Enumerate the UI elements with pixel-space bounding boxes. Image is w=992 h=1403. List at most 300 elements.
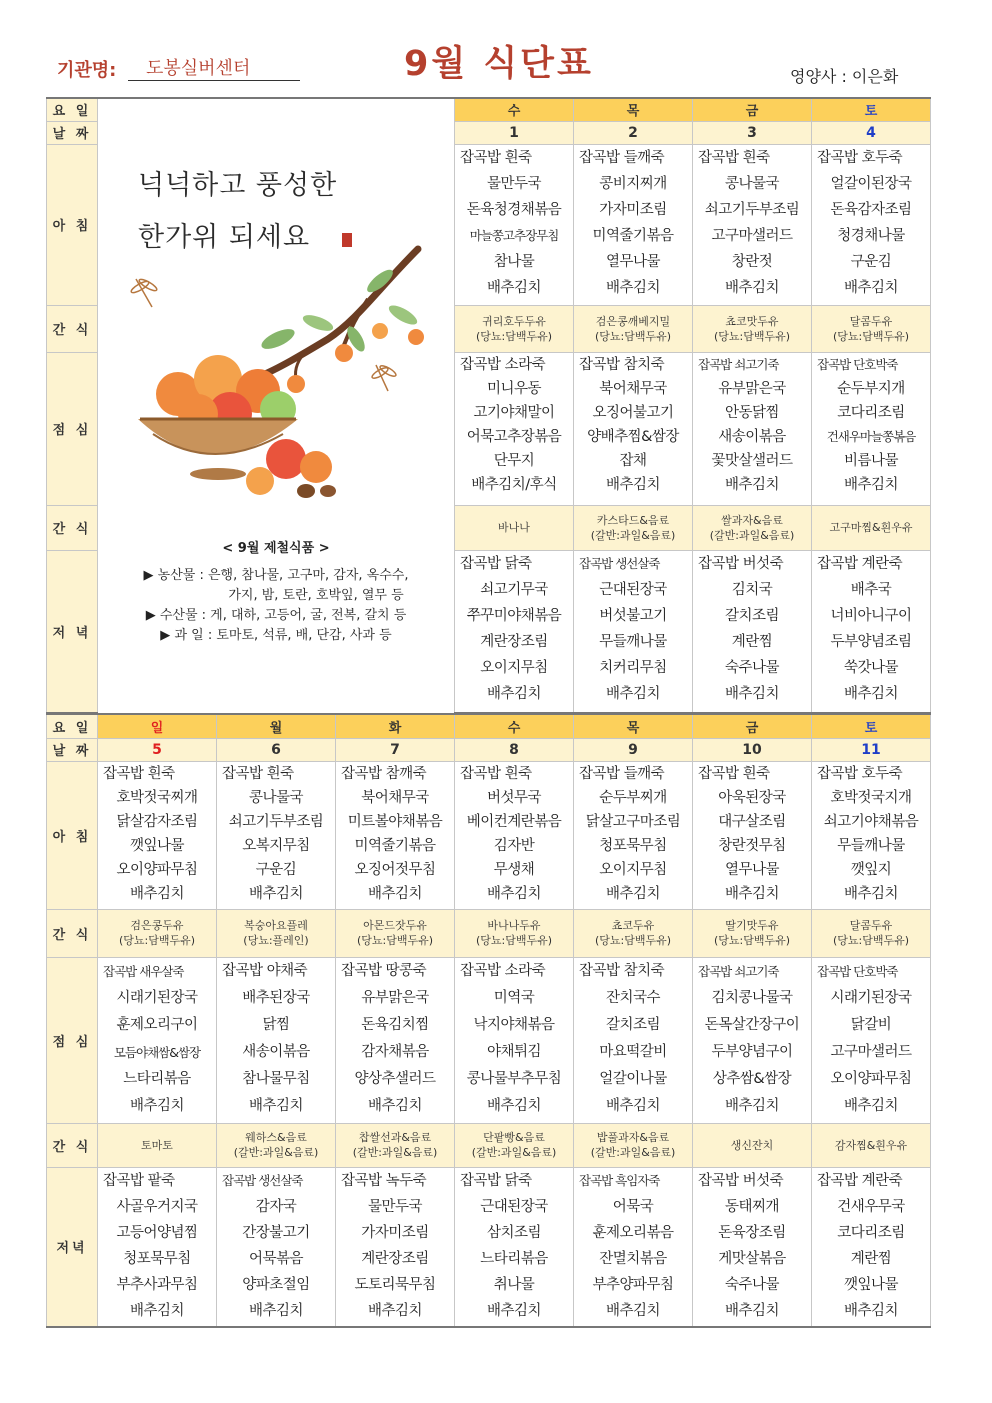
menu-item: 물만두국 [486,175,542,192]
snack-cell [693,1123,812,1167]
date-cell: 6 [217,738,336,761]
meal-cell [812,1167,931,1327]
weekday-cell: 금 [693,714,812,738]
menu-item: 배추김치 [605,279,661,296]
menu-item: 비름나물 [843,452,899,469]
day-header-row [47,98,931,121]
menu-item: 어묵국 [612,1198,654,1215]
menu-item: 쇠고기야채볶음 [823,813,919,830]
menu-item: 미역줄기볶음 [592,227,674,244]
menu-item: 배추김치 [724,685,780,702]
porridge-item: 잡곡밥 야채죽 [222,962,308,979]
meal-cell [217,957,336,1123]
menu-item: 쭈꾸미야채볶음 [466,607,562,624]
porridge-item: 잡곡밥 호두죽 [817,765,903,782]
snack-item: (당뇨:담백두유) [475,934,553,947]
menu-item: 계란장조림 [480,633,548,650]
meal-cell [574,957,693,1123]
snack-item: (당뇨:담백두유) [118,934,196,947]
menu-item: 느타리볶음 [123,1070,191,1087]
row-label-dinner: 저 녁 [47,550,98,713]
menu-item: 숙주나물 [724,1276,780,1293]
meal-cell [217,761,336,909]
snack-item: (갈반:과일&음료) [709,528,795,542]
menu-item: 두부양념구이 [711,1043,793,1060]
menu-item: 물만두국 [367,1198,423,1215]
meal-cell [812,957,931,1123]
porridge-item: 잡곡밥 녹두죽 [341,1172,427,1189]
menu-item: 게맛살볶음 [718,1250,786,1267]
snack-item: 아몬드잣두유 [363,919,427,932]
meal-cell [693,957,812,1123]
menu-item: 쇠고기무국 [480,581,548,598]
snack-item: 달콤두유 [849,314,893,328]
snack-item: (갈반:과일&음료) [352,1146,438,1159]
date-cell: 11 [812,738,931,761]
menu-item: 구운김 [255,861,297,878]
menu-item: 배추김치 [248,1302,304,1319]
menu-item: 취나물 [493,1276,535,1293]
menu-item: 삼치조림 [486,1224,542,1241]
menu-item: 김치국 [731,581,773,598]
menu-item: 배추김치 [843,279,899,296]
menu-item: 배추국 [850,581,892,598]
meal-cell [812,761,931,909]
porridge-item: 잡곡밥 쇠고기죽 [698,963,779,979]
snack-cell [574,305,693,352]
menu-item: 오징어불고기 [592,404,674,421]
meal-cell [455,352,574,505]
weekday-cell: 일 [98,714,217,738]
menu-item: 구운김 [850,253,892,270]
menu-item: 낙지야채볶음 [473,1016,555,1033]
menu-item: 배추김치 [724,1302,780,1319]
snack-cell [217,1123,336,1167]
porridge-item: 잡곡밥 버섯죽 [698,1172,784,1189]
menu-item: 베이컨계란볶음 [466,813,562,830]
menu-item: 새송이볶음 [242,1043,310,1060]
porridge-item: 잡곡밥 참치죽 [579,962,665,979]
menu-item: 유부맑은국 [718,380,786,397]
menu-item: 두부양념조림 [830,633,912,650]
menu-item: 쇠고기두부조림 [704,201,800,218]
menu-item: 느타리볶음 [480,1250,548,1267]
morning-snack-row [47,909,931,957]
porridge-item: 잡곡밥 생선살죽 [579,555,660,571]
greeting-line-1: 넉넉하고 풍성한 [138,170,338,201]
seasonal-text: 은행, 참나물, 고구마, 감자, 옥수수, [208,568,409,583]
menu-item: 동태찌개 [724,1198,780,1215]
org-label: 기관명: [57,60,117,81]
menu-item: 잔치국수 [605,989,661,1006]
menu-item: 가자미조림 [599,201,667,218]
snack-cell [455,505,574,550]
menu-item: 호박젓국지개 [830,789,912,806]
menu-item: 배추김치 [248,1097,304,1114]
snack-cell [98,909,217,957]
snack-cell [98,1123,217,1167]
menu-item: 무생채 [493,861,535,878]
menu-item: 건새우무국 [837,1198,905,1215]
org-name: 도봉실버센터 [128,54,300,81]
menu-item: 참나물무침 [242,1070,310,1087]
menu-item: 감자국 [255,1198,297,1215]
menu-item: 쇠고기두부조림 [228,813,324,830]
porridge-item: 잡곡밥 소라죽 [460,356,546,373]
afternoon-snack-row [47,1123,931,1167]
snack-item: (당뇨:담백두유) [594,329,672,343]
menu-item: 배추김치 [843,1302,899,1319]
menu-item: 부추사과무침 [116,1276,198,1293]
menu-item: 근대된장국 [480,1198,548,1215]
menu-item: 배추김치 [605,885,661,902]
meal-cell [574,1167,693,1327]
seasonal-label: 수산물 : [159,608,207,623]
porridge-item: 잡곡밥 계란죽 [817,555,903,572]
porridge-item: 잡곡밥 단호박죽 [817,356,898,372]
menu-item: 배추김치 [605,1302,661,1319]
weekday-cell: 월 [217,714,336,738]
menu-item: 배추김치 [486,885,542,902]
snack-item: 카스타드&음료 [596,513,670,527]
menu-item: 북어채무국 [599,380,667,397]
porridge-item: 잡곡밥 쇠고기죽 [698,356,779,372]
menu-item: 어묵고추장볶음 [466,428,562,445]
snack-item: (당뇨:담백두유) [832,329,910,343]
row-label-date: 날 짜 [47,738,98,761]
menu-item: 어묵볶음 [248,1250,304,1267]
menu-item: 계란찜 [850,1250,892,1267]
snack-cell [812,305,931,352]
snack-item: (갈반:과일&음료) [233,1146,319,1159]
porridge-item: 잡곡밥 소라죽 [460,962,546,979]
menu-item: 오복지무침 [242,837,310,854]
meal-cell [812,144,931,305]
bullet-icon: ▶ [160,628,171,643]
weekday-cell: 목 [574,714,693,738]
seasonal-label: 농산물 : [157,568,204,583]
menu-item: 고구마샐러드 [830,1043,912,1060]
menu-item: 유부맑은국 [361,989,429,1006]
menu-item: 쑥갓나물 [843,659,899,676]
lunch-row [47,957,931,1123]
snack-item: 밥풀과자&음료 [596,1131,670,1144]
snack-item: 바나나두유 [487,919,541,932]
menu-item: 돈육청경채볶음 [466,201,562,218]
snack-cell [693,505,812,550]
menu-item: 얼갈이나물 [599,1070,667,1087]
menu-item: 돈육장조림 [718,1224,786,1241]
menu-item: 배추김치 [486,1097,542,1114]
menu-item: 도토리묵무침 [354,1276,436,1293]
meal-cell [574,550,693,713]
seasonal-text: 토마토, 석류, 배, 단감, 사과 등 [216,628,392,643]
menu-item: 배추김치 [843,885,899,902]
snack-cell [455,1123,574,1167]
menu-item: 배추김치 [724,279,780,296]
row-label-dinner: 저녁 [47,1167,98,1327]
menu-item: 근대된장국 [599,581,667,598]
menu-item: 깻잎나물 [843,1276,899,1293]
snack-item: (갈반:과일&음료) [590,1146,676,1159]
snack-item: 쵸코맛두유 [725,314,779,328]
day-header-row [47,714,931,738]
porridge-item: 잡곡밥 흰죽 [460,765,532,782]
menu-item: 배추김치 [843,685,899,702]
snack-item: 쵸코두유 [611,919,655,932]
snack-cell [336,909,455,957]
greeting-line-2: 한가위 되세요 [138,222,311,253]
snack-cell [574,505,693,550]
week1-menu-table [46,97,931,714]
snack-cell [455,305,574,352]
menu-item: 배추김치 [248,885,304,902]
menu-item: 건새우마늘쫑볶음 [826,428,916,444]
meal-cell [455,144,574,305]
date-cell: 7 [336,738,455,761]
seasonal-produce-cont: 가지, 밤, 토란, 호박잎, 열무 등 [228,588,404,603]
dinner-row [47,1167,931,1327]
menu-item: 아욱된장국 [718,789,786,806]
meal-cell [455,1167,574,1327]
menu-item: 새송이볶음 [718,428,786,445]
menu-item: 계란장조림 [361,1250,429,1267]
menu-item: 간장불고기 [242,1224,310,1241]
menu-item: 잡채 [619,452,647,469]
porridge-item: 잡곡밥 닭죽 [460,555,532,572]
menu-item: 콩나물부추무침 [466,1070,562,1087]
row-label-lunch: 점 심 [47,352,98,505]
snack-cell [812,909,931,957]
date-row [47,738,931,761]
meal-cell [455,957,574,1123]
dietitian-name: 영양사 : 이은화 [790,67,899,86]
porridge-item: 잡곡밥 흰죽 [103,765,175,782]
menu-item: 배추김치 [605,685,661,702]
menu-item: 무들깨나물 [599,633,667,650]
weekday-cell: 화 [336,714,455,738]
page-title: 9월 식단표 [404,44,594,84]
breakfast-row [47,761,931,909]
bullet-icon: ▶ [145,608,156,623]
menu-item: 양배추찜&쌈장 [587,428,679,445]
snack-item: (당뇨:담백두유) [356,934,434,947]
meal-cell [693,761,812,909]
menu-item: 콩비지찌개 [599,175,667,192]
menu-item: 창란젓무침 [718,837,786,854]
menu-item: 배추김치 [486,279,542,296]
menu-item: 오징어젓무침 [354,861,436,878]
menu-item: 배추김치 [486,685,542,702]
date-cell: 10 [693,738,812,761]
seasonal-text: 게, 대하, 고등어, 굴, 전복, 갈치 등 [210,608,407,623]
menu-item: 모듬야채쌈&쌈장 [113,1044,201,1060]
week2-menu-table [46,713,931,1328]
snack-item: 딸기맛두유 [725,919,779,932]
meal-cell [455,550,574,713]
menu-item: 배추김치 [367,1302,423,1319]
porridge-item: 잡곡밥 닭죽 [460,1172,532,1189]
weekday-cell: 토 [812,714,931,738]
menu-item: 단무지 [493,452,535,469]
seasonal-produce [106,566,446,586]
menu-item: 버섯불고기 [599,607,667,624]
snack-item: 바나나 [498,521,530,534]
porridge-item: 잡곡밥 땅콩죽 [341,962,427,979]
seasonal-foods [106,537,446,646]
meal-cell [455,761,574,909]
snack-cell [336,1123,455,1167]
menu-item: 돈목살간장구이 [704,1016,800,1033]
menu-item: 숙주나물 [724,659,780,676]
menu-item: 시래기된장국 [116,989,198,1006]
porridge-item: 잡곡밥 들깨죽 [579,149,665,166]
menu-item: 김치콩나물국 [711,989,793,1006]
snack-item: 고구마찜&흰우유 [829,521,913,534]
seasonal-title: < 9월 제철식품 > [222,541,330,556]
row-label-breakfast: 아 침 [47,761,98,909]
menu-item: 감자채볶음 [361,1043,429,1060]
snack-cell [574,909,693,957]
menu-item: 청포묵무침 [123,1250,191,1267]
seasonal-fruit [106,626,446,646]
meal-cell [98,957,217,1123]
menu-item: 돈육감자조림 [830,201,912,218]
snack-item: (갈반:과일&음료) [471,1146,557,1159]
menu-item: 깻잎지 [850,861,892,878]
menu-item: 배추김치 [724,885,780,902]
weekday-cell: 수 [455,714,574,738]
row-label-snack: 간 식 [47,909,98,957]
menu-item: 돈육김치찜 [361,1016,429,1033]
porridge-item: 잡곡밥 흰죽 [222,765,294,782]
menu-item: 꽃맛살샐러드 [711,452,793,469]
menu-item: 창란젓 [731,253,773,270]
porridge-item: 잡곡밥 참치죽 [579,356,665,373]
menu-item: 배추김치 [486,1302,542,1319]
menu-item: 순두부찌개 [599,789,667,806]
seasonal-seafood [106,606,446,626]
row-label-snack: 간 식 [47,505,98,550]
porridge-item: 잡곡밥 계란죽 [817,1172,903,1189]
menu-item: 배추김치 [843,476,899,493]
snack-item: 검은콩깨베지밀 [595,314,671,328]
menu-item: 마늘쫑고추장무침 [469,227,559,243]
meal-cell [693,550,812,713]
snack-item: (당뇨:담백두유) [594,934,672,947]
menu-item: 오이지무침 [599,861,667,878]
snack-item: 검은콩두유 [130,919,184,932]
menu-item: 오이양파무침 [830,1070,912,1087]
menu-item: 청경채나물 [837,227,905,244]
snack-item: 생신잔치 [730,1138,774,1152]
meal-cell [693,144,812,305]
snack-item: 쌀과자&음료 [721,513,783,527]
snack-item: 감자찜&흰우유 [834,1138,908,1152]
snack-item: (당뇨:담백두유) [713,329,791,343]
menu-item: 닭살고구마조림 [585,813,681,830]
porridge-item: 잡곡밥 참깨죽 [341,765,427,782]
menu-item: 얼갈이된장국 [830,175,912,192]
menu-item: 갈치조림 [605,1016,661,1033]
date-cell: 2 [574,121,693,144]
bullet-icon: ▶ [143,568,154,583]
menu-item: 배추된장국 [242,989,310,1006]
snack-item: 복숭아요플레 [244,919,308,932]
menu-item: 호박젓국찌개 [116,789,198,806]
date-cell: 1 [455,121,574,144]
porridge-item: 잡곡밥 들깨죽 [579,765,665,782]
date-cell: 5 [98,738,217,761]
meal-cell [812,352,931,505]
row-label-snack: 간 식 [47,305,98,352]
menu-item: 고등어양념찜 [116,1224,198,1241]
holiday-poster [98,98,455,713]
meal-cell [98,1167,217,1327]
date-cell: 3 [693,121,812,144]
menu-item: 미역줄기볶음 [354,837,436,854]
row-label-day: 요 일 [47,714,98,738]
meal-cell [693,1167,812,1327]
menu-item: 오이양파무침 [116,861,198,878]
menu-item: 고구마샐러드 [711,227,793,244]
porridge-item: 잡곡밥 호두죽 [817,149,903,166]
menu-item: 청포묵무침 [599,837,667,854]
menu-item: 고기야채말이 [473,404,555,421]
meal-cell [574,761,693,909]
menu-item: 대구살조림 [718,813,786,830]
meal-cell [574,144,693,305]
menu-item: 치커리무침 [599,659,667,676]
row-label-snack: 간 식 [47,1123,98,1167]
porridge-item: 잡곡밥 버섯죽 [698,555,784,572]
menu-item: 참나물 [493,253,535,270]
snack-item: 웨하스&음료 [245,1131,307,1144]
menu-item: 코다리조림 [837,404,905,421]
menu-item: 갈치조림 [724,607,780,624]
snack-item: 토마토 [141,1138,173,1152]
persimmon-illustration [118,219,438,539]
snack-item: 귀리호두두유 [482,314,546,328]
porridge-item: 잡곡밥 흑임자죽 [579,1172,660,1188]
menu-item: 안동닭찜 [724,404,780,421]
meal-cell [336,957,455,1123]
menu-item: 너비아니구이 [830,607,912,624]
menu-item: 사골우거지국 [116,1198,198,1215]
weekday-cell: 토 [812,98,931,121]
menu-item: 닭찜 [262,1016,290,1033]
menu-item: 코다리조림 [837,1224,905,1241]
date-cell: 8 [455,738,574,761]
date-cell: 9 [574,738,693,761]
snack-cell [455,909,574,957]
menu-item: 순두부지개 [837,380,905,397]
snack-item: 달콤두유 [849,919,893,932]
snack-cell [217,909,336,957]
menu-item: 김자반 [493,837,535,854]
snack-item: (당뇨:담백두유) [832,934,910,947]
menu-item: 배추김치 [367,1097,423,1114]
menu-item: 미트볼야채볶음 [347,813,443,830]
menu-item: 콩나물국 [724,175,780,192]
menu-item: 미역국 [493,989,535,1006]
menu-item: 계란찜 [731,633,773,650]
menu-item: 양파초절임 [242,1276,310,1293]
menu-item: 닭살감자조림 [116,813,198,830]
menu-item: 배추김치/후식 [471,476,557,493]
menu-item: 배추김치 [367,885,423,902]
snack-cell [812,505,931,550]
